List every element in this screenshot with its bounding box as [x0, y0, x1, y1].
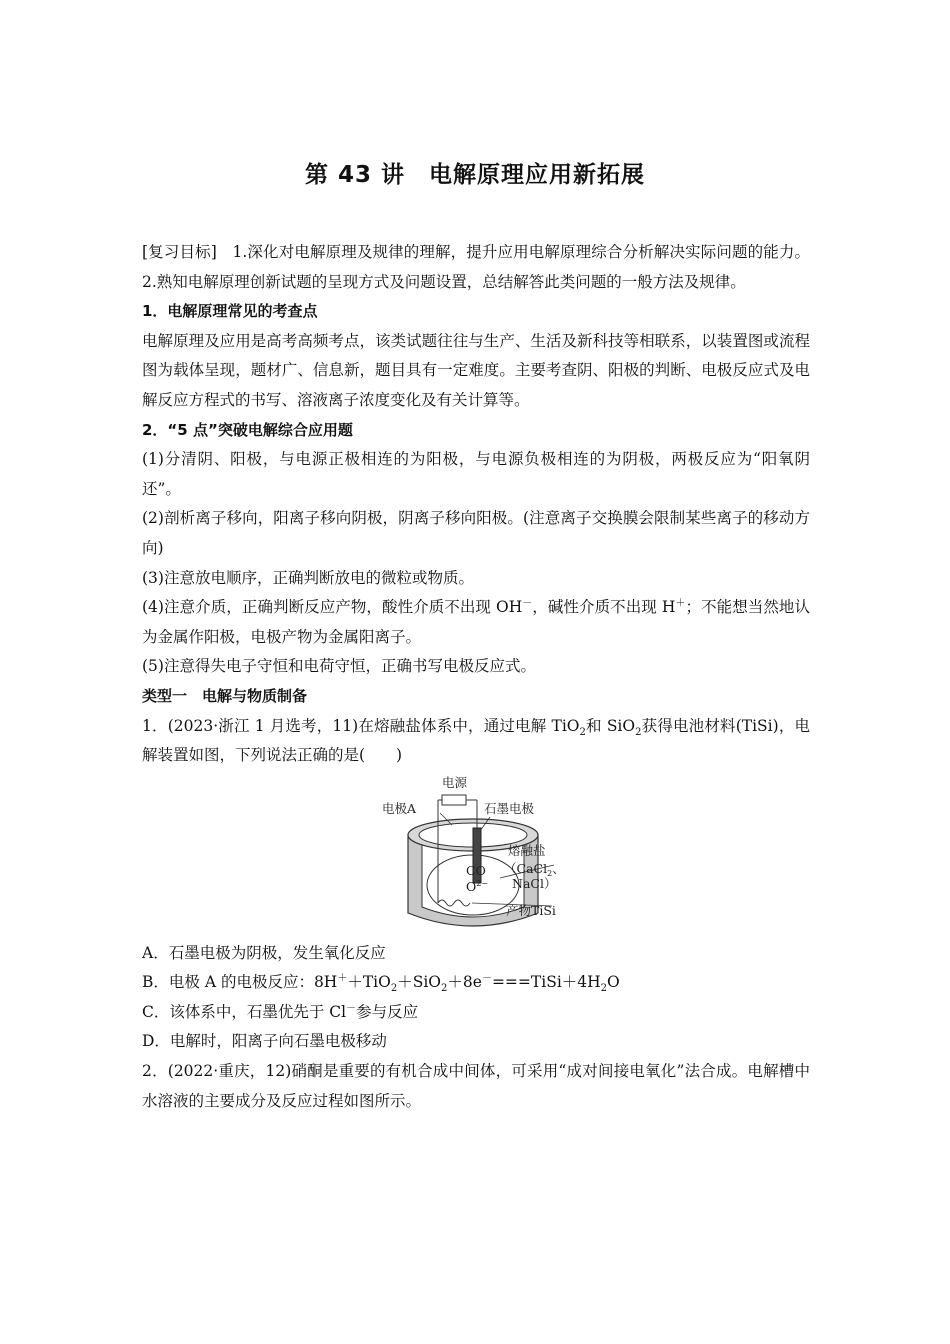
- option-b-part6: O: [607, 973, 620, 992]
- label-melt: 熔融盐: [508, 842, 546, 858]
- label-nacl: NaCl）: [512, 875, 557, 891]
- label-product: 产物TiSi: [506, 902, 556, 918]
- subscript-2: 2: [635, 726, 642, 738]
- label-power: 电源: [442, 774, 468, 790]
- superscript-minus: －: [346, 1002, 357, 1014]
- q1-stem-part-c: 获得电池材料(TiSi)，电解装置如图，下列说法正确的是( ): [142, 716, 810, 765]
- point-1: (1)分清阴、阳极，与电源正极相连的为阳极，与电源负极相连的为阴极，两极反应为“阳氧阴还”。: [142, 450, 810, 498]
- option-b: [142, 968, 810, 998]
- label-electrode-a: 电极A: [382, 800, 417, 816]
- document-body: [142, 238, 810, 1116]
- review-goals-text: 1.深化对电解原理及规律的理解，提升应用电解原理综合分析解决实际问题的能力。2.熟知电解原理创新试题的呈现方式及问题设置，总结解答此类问题的一般方法及规律。: [142, 243, 810, 291]
- superscript-plus: ＋: [337, 973, 348, 985]
- electrolysis-apparatus-diagram: [380, 773, 580, 933]
- label-co: CO: [466, 862, 486, 878]
- option-c-part1: C．该体系中，石墨优先于 Cl: [142, 1002, 347, 1021]
- point-2: (2)剖析离子移向，阳离子移向阴极，阴离子移向阳极。(注意离子交换膜会限制某些离子的移动方向): [142, 509, 810, 557]
- superscript-minus: －: [522, 597, 533, 609]
- question-2-stem: 2．(2022·重庆，12)硝酮是重要的有机合成中间体，可采用“成对间接电氧化”法合成。电解槽中水溶液的主要成分及反应过程如图所示。: [142, 1062, 810, 1110]
- point-4: [142, 593, 810, 652]
- option-b-part2: ＋TiO: [347, 973, 391, 992]
- q1-stem-part-b: 和 SiO: [585, 716, 636, 735]
- electrolysis-figure: [142, 773, 810, 933]
- subscript-2: 2: [600, 983, 608, 995]
- label-graphite: 石墨电极: [484, 800, 535, 816]
- option-c-part2: 参与反应: [356, 1002, 419, 1021]
- review-goals: [142, 238, 810, 297]
- q1-stem-part-a: 1．(2023·浙江 1 月选考，11)在熔融盐体系中，通过电解 TiO: [142, 716, 580, 735]
- section1-text: 电解原理及应用是高考高频考点，该类试题往往与生产、生活及新科技等相联系，以装置图或流程图为载体呈现，题材广、信息新，题目具有一定难度。主要考查阴、阳极的判断、电极反应式及电解反应方程式的书写、溶液离子浓度变化及有关计算等。: [142, 331, 810, 409]
- superscript-minus: －: [481, 973, 492, 985]
- option-b-part1: B．电极 A 的电极反应：8H: [142, 973, 338, 992]
- subscript-2: 2: [441, 983, 448, 995]
- power-source-box: [442, 795, 466, 805]
- option-b-part5: ===TiSi＋4H: [491, 973, 601, 992]
- point-4-part-a: (4)注意介质，正确判断反应产物，酸性介质不出现 OH: [142, 598, 523, 617]
- option-c: [142, 998, 810, 1028]
- option-b-part3: ＋SiO: [397, 973, 442, 992]
- option-b-part4: ＋8e: [447, 973, 482, 992]
- point-3: (3)注意放电顺序，正确判断放电的微粒或物质。: [142, 568, 474, 587]
- point-4-part-b: ，碱性介质不出现 H: [532, 598, 676, 617]
- section1-heading: 1．电解原理常见的考查点: [142, 302, 318, 321]
- point-5: (5)注意得失电子守恒和电荷守恒，正确书写电极反应式。: [142, 657, 536, 676]
- question-1-stem: [142, 712, 810, 771]
- option-d: D．电解时，阳离子向石墨电极移动: [142, 1032, 387, 1051]
- option-a: A．石墨电极为阴极，发生氧化反应: [142, 943, 386, 962]
- section2-heading: 2．“5 点”突破电解综合应用题: [142, 420, 353, 439]
- subscript-2: 2: [579, 726, 586, 738]
- page-title: 第 43 讲 电解原理应用新拓展: [304, 162, 646, 188]
- subscript-2: 2: [390, 983, 398, 995]
- review-goals-label: [复习目标]: [142, 243, 217, 261]
- label-oxide-ion: $O^{2-}$: [466, 878, 489, 894]
- type1-heading: 类型一 电解与物质制备: [142, 686, 308, 705]
- label-cacl2: （CaCl$_2$、: [504, 860, 565, 878]
- point-4-part-c: ；不能想当然地认为金属作阳极，电极产物为金属阳离子。: [142, 598, 810, 646]
- superscript-plus: ＋: [675, 597, 686, 609]
